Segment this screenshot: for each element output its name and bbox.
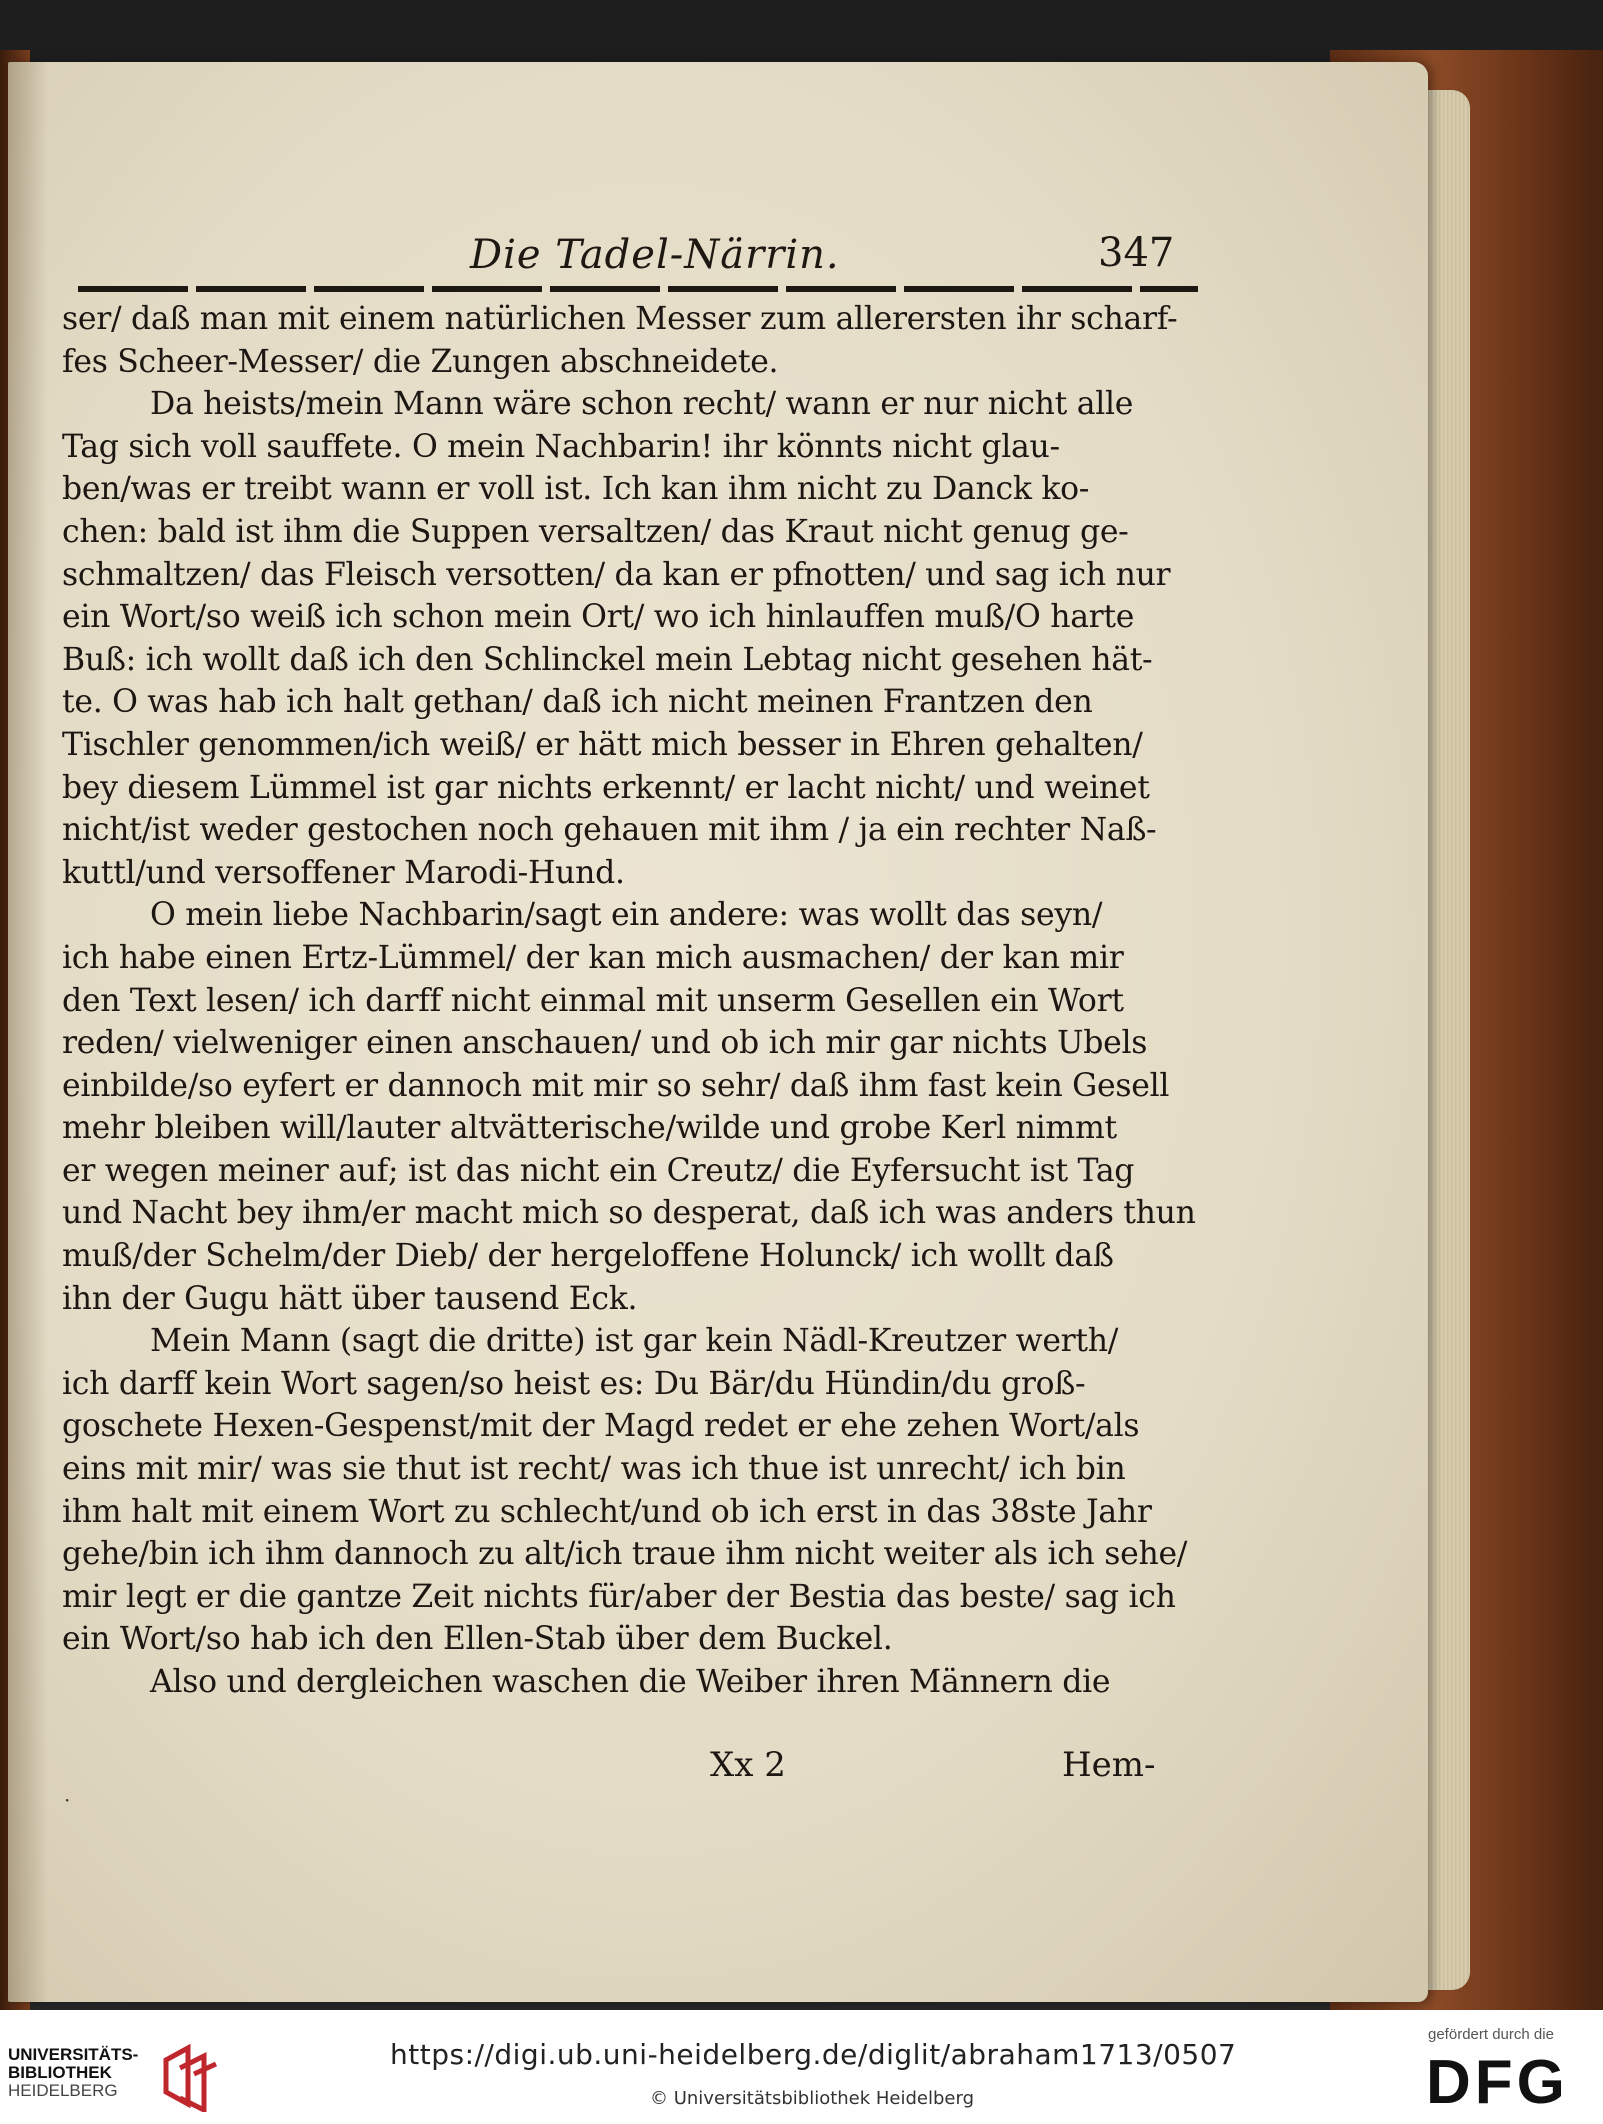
signature-mark: Xx 2 xyxy=(710,1745,786,1785)
running-title: Die Tadel-Närrin. xyxy=(470,232,840,278)
text-line: Tag sich voll sauffete. O mein Nachbarin! ihr könnts nicht glau- xyxy=(62,428,1060,465)
text-line: goschete Hexen-Gespenst/mit der Magd redet er ehe zehen Wort/als xyxy=(62,1408,1140,1445)
sponsor-label: gefördert durch die xyxy=(1428,2026,1554,2043)
text-line: Also und dergleichen waschen die Weiber ihren Männern die xyxy=(150,1664,1111,1700)
text-line: chen: bald ist ihm die Suppen versaltzen/ das Kraut nicht genug ge- xyxy=(62,513,1129,550)
text-line: kuttl/und versoffener Marodi-Hund. xyxy=(62,854,625,891)
copyright-notice: © Universitätsbibliothek Heidelberg xyxy=(650,2088,975,2109)
text-line: schmaltzen/ das Fleisch versotten/ da kan er pfnotten/ und sag ich nur xyxy=(62,556,1171,593)
ub-heidelberg-logo-icon[interactable] xyxy=(158,2040,220,2112)
text-line: reden/ vielweniger einen anschauen/ und ob ich mir gar nichts Ubels xyxy=(62,1025,1148,1062)
text-line: und Nacht bey ihm/er macht mich so desperat, daß ich was anders thun xyxy=(62,1195,1196,1232)
text-line: nicht/ist weder gestochen noch gehauen mit ihm / ja ein rechter Naß- xyxy=(62,812,1157,849)
library-name-line1: UNIVERSITÄTS- xyxy=(8,2045,139,2064)
text-line: ein Wort/so hab ich den Ellen-Stab über dem Buckel. xyxy=(62,1621,893,1658)
dfg-logo[interactable]: DFG xyxy=(1426,2048,1569,2117)
text-line: gehe/bin ich ihm dannoch zu alt/ich traue ihm nicht weiter als ich sehe/ xyxy=(62,1536,1188,1573)
text-line: bey diesem Lümmel ist gar nichts erkennt/ er lacht nicht/ und weinet xyxy=(62,769,1150,806)
library-logo-text[interactable] xyxy=(8,2046,138,2100)
ink-speck: · xyxy=(64,1788,71,1812)
permalink-url[interactable]: https://digi.ub.uni-heidelberg.de/diglit/abraham1713/0507 xyxy=(390,2038,1237,2071)
text-line: den Text lesen/ ich darff nicht einmal mit unserm Gesellen ein Wort xyxy=(62,982,1124,1019)
text-line: ihm halt mit einem Wort zu schlecht/und ob ich erst in das 38ste Jahr xyxy=(62,1493,1152,1530)
footer-bar xyxy=(0,2010,1603,2124)
catchword: Hem- xyxy=(1062,1745,1156,1785)
library-name-line3: HEIDELBERG xyxy=(8,2081,118,2100)
text-line: Mein Mann (sagt die dritte) ist gar kein Nädl-Kreutzer werth/ xyxy=(150,1323,1119,1360)
text-line: te. O was hab ich halt gethan/ daß ich nicht meinen Frantzen den xyxy=(62,684,1093,721)
text-line: einbilde/so eyfert er dannoch mit mir so sehr/ daß ihm fast kein Gesell xyxy=(62,1067,1170,1104)
text-line: mir legt er die gantze Zeit nichts für/aber der Bestia das beste/ sag ich xyxy=(62,1578,1176,1615)
text-line: ich darff kein Wort sagen/so heist es: Du Bär/du Hündin/du groß- xyxy=(62,1365,1086,1402)
text-line: ihn der Gugu hätt über tausend Eck. xyxy=(62,1280,638,1317)
text-line: Da heists/mein Mann wäre schon recht/ wann er nur nicht alle xyxy=(150,386,1134,423)
text-line: O mein liebe Nachbarin/sagt ein andere: was wollt das seyn/ xyxy=(150,897,1103,934)
text-line: ben/was er treibt wann er voll ist. Ich kan ihm nicht zu Danck ko- xyxy=(62,471,1090,508)
gutter-shadow xyxy=(8,62,48,2002)
text-line: muß/der Schelm/der Dieb/ der hergeloffene Holunck/ ich wollt daß xyxy=(62,1238,1114,1275)
text-line: mehr bleiben will/lauter altvätterische/wilde und grobe Kerl nimmt xyxy=(62,1110,1117,1147)
text-line: fes Scheer-Messer/ die Zungen abschneidete. xyxy=(62,343,779,380)
text-line: ich habe einen Ertz-Lümmel/ der kan mich ausmachen/ der kan mir xyxy=(62,939,1124,976)
text-line: ein Wort/so weiß ich schon mein Ort/ wo ich hinlauffen muß/O harte xyxy=(62,599,1135,636)
text-line: eins mit mir/ was sie thut ist recht/ was ich thue ist unrecht/ ich bin xyxy=(62,1451,1126,1488)
text-line: Tischler genommen/ich weiß/ er hätt mich besser in Ehren gehalten/ xyxy=(62,726,1143,763)
library-name-line2: BIBLIOTHEK xyxy=(8,2063,112,2082)
page-number: 347 xyxy=(1098,230,1175,276)
text-line: er wegen meiner auf; ist das nicht ein Creutz/ die Eyfersucht ist Tag xyxy=(62,1152,1135,1189)
text-line: Buß: ich wollt daß ich den Schlinckel mein Lebtag nicht gesehen hät- xyxy=(62,641,1153,678)
header-rule xyxy=(78,286,1198,292)
text-line: ser/ daß man mit einem natürlichen Messer zum allerersten ihr scharf- xyxy=(62,301,1178,337)
body-text xyxy=(62,298,1202,1704)
page-header xyxy=(60,166,1200,276)
